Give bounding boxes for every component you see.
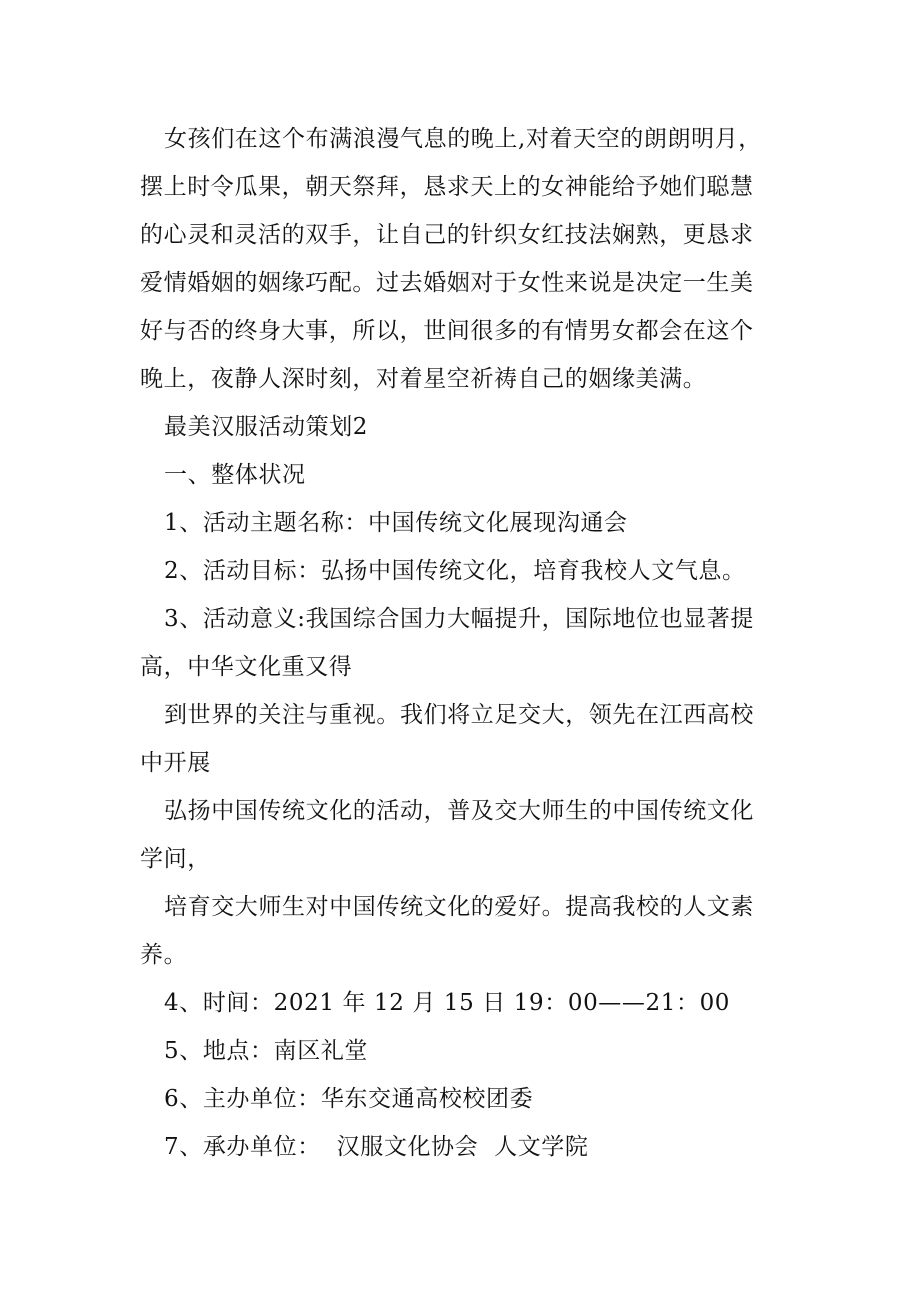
section-title: 最美汉服活动策划2	[164, 414, 369, 440]
list-item: 3、活动意义:我国综合国力大幅提升，国际地位也显著提	[164, 606, 754, 632]
paragraph-line: 好与否的终身大事，所以，世间很多的有情男女都会在这个	[140, 318, 754, 344]
paragraph-line: 学问，	[140, 846, 211, 872]
paragraph-line: 培育交大师生对中国传统文化的爱好。提高我校的人文素	[164, 894, 754, 920]
list-item: 2、活动目标：弘扬中国传统文化，培育我校人文气息。	[164, 558, 746, 584]
section-heading: 一、整体状况	[164, 462, 306, 488]
list-item: 1、活动主题名称：中国传统文化展现沟通会	[164, 510, 628, 536]
list-item: 5、地点：南区礼堂	[164, 1038, 369, 1064]
paragraph-line: 弘扬中国传统文化的活动，普及交大师生的中国传统文化	[164, 798, 754, 824]
paragraph-line: 爱情婚姻的姻缘巧配。过去婚姻对于女性来说是决定一生美	[140, 270, 754, 296]
paragraph-line: 女孩们在这个布满浪漫气息的晚上,对着天空的朗朗明月，	[164, 126, 762, 152]
paragraph-line: 中开展	[140, 750, 211, 776]
list-item: 7、承办单位： 汉服文化协会 人文学院	[164, 1134, 589, 1160]
paragraph-line: 到世界的关注与重视。我们将立足交大，领先在江西高校	[164, 702, 754, 728]
paragraph-line: 的心灵和灵活的双手，让自己的针织女红技法娴熟，更恳求	[140, 222, 754, 248]
paragraph-line: 摆上时令瓜果，朝天祭拜，恳求天上的女神能给予她们聪慧	[140, 174, 754, 200]
paragraph-line: 晚上，夜静人深时刻，对着星空祈祷自己的姻缘美满。	[140, 366, 707, 392]
paragraph-line: 养。	[140, 942, 188, 968]
paragraph-line: 高，中华文化重又得	[140, 654, 353, 680]
list-item: 4、时间：2021 年 12 月 15 日 19：00——21：00	[164, 990, 731, 1016]
list-item: 6、主办单位：华东交通高校校团委	[164, 1086, 534, 1112]
